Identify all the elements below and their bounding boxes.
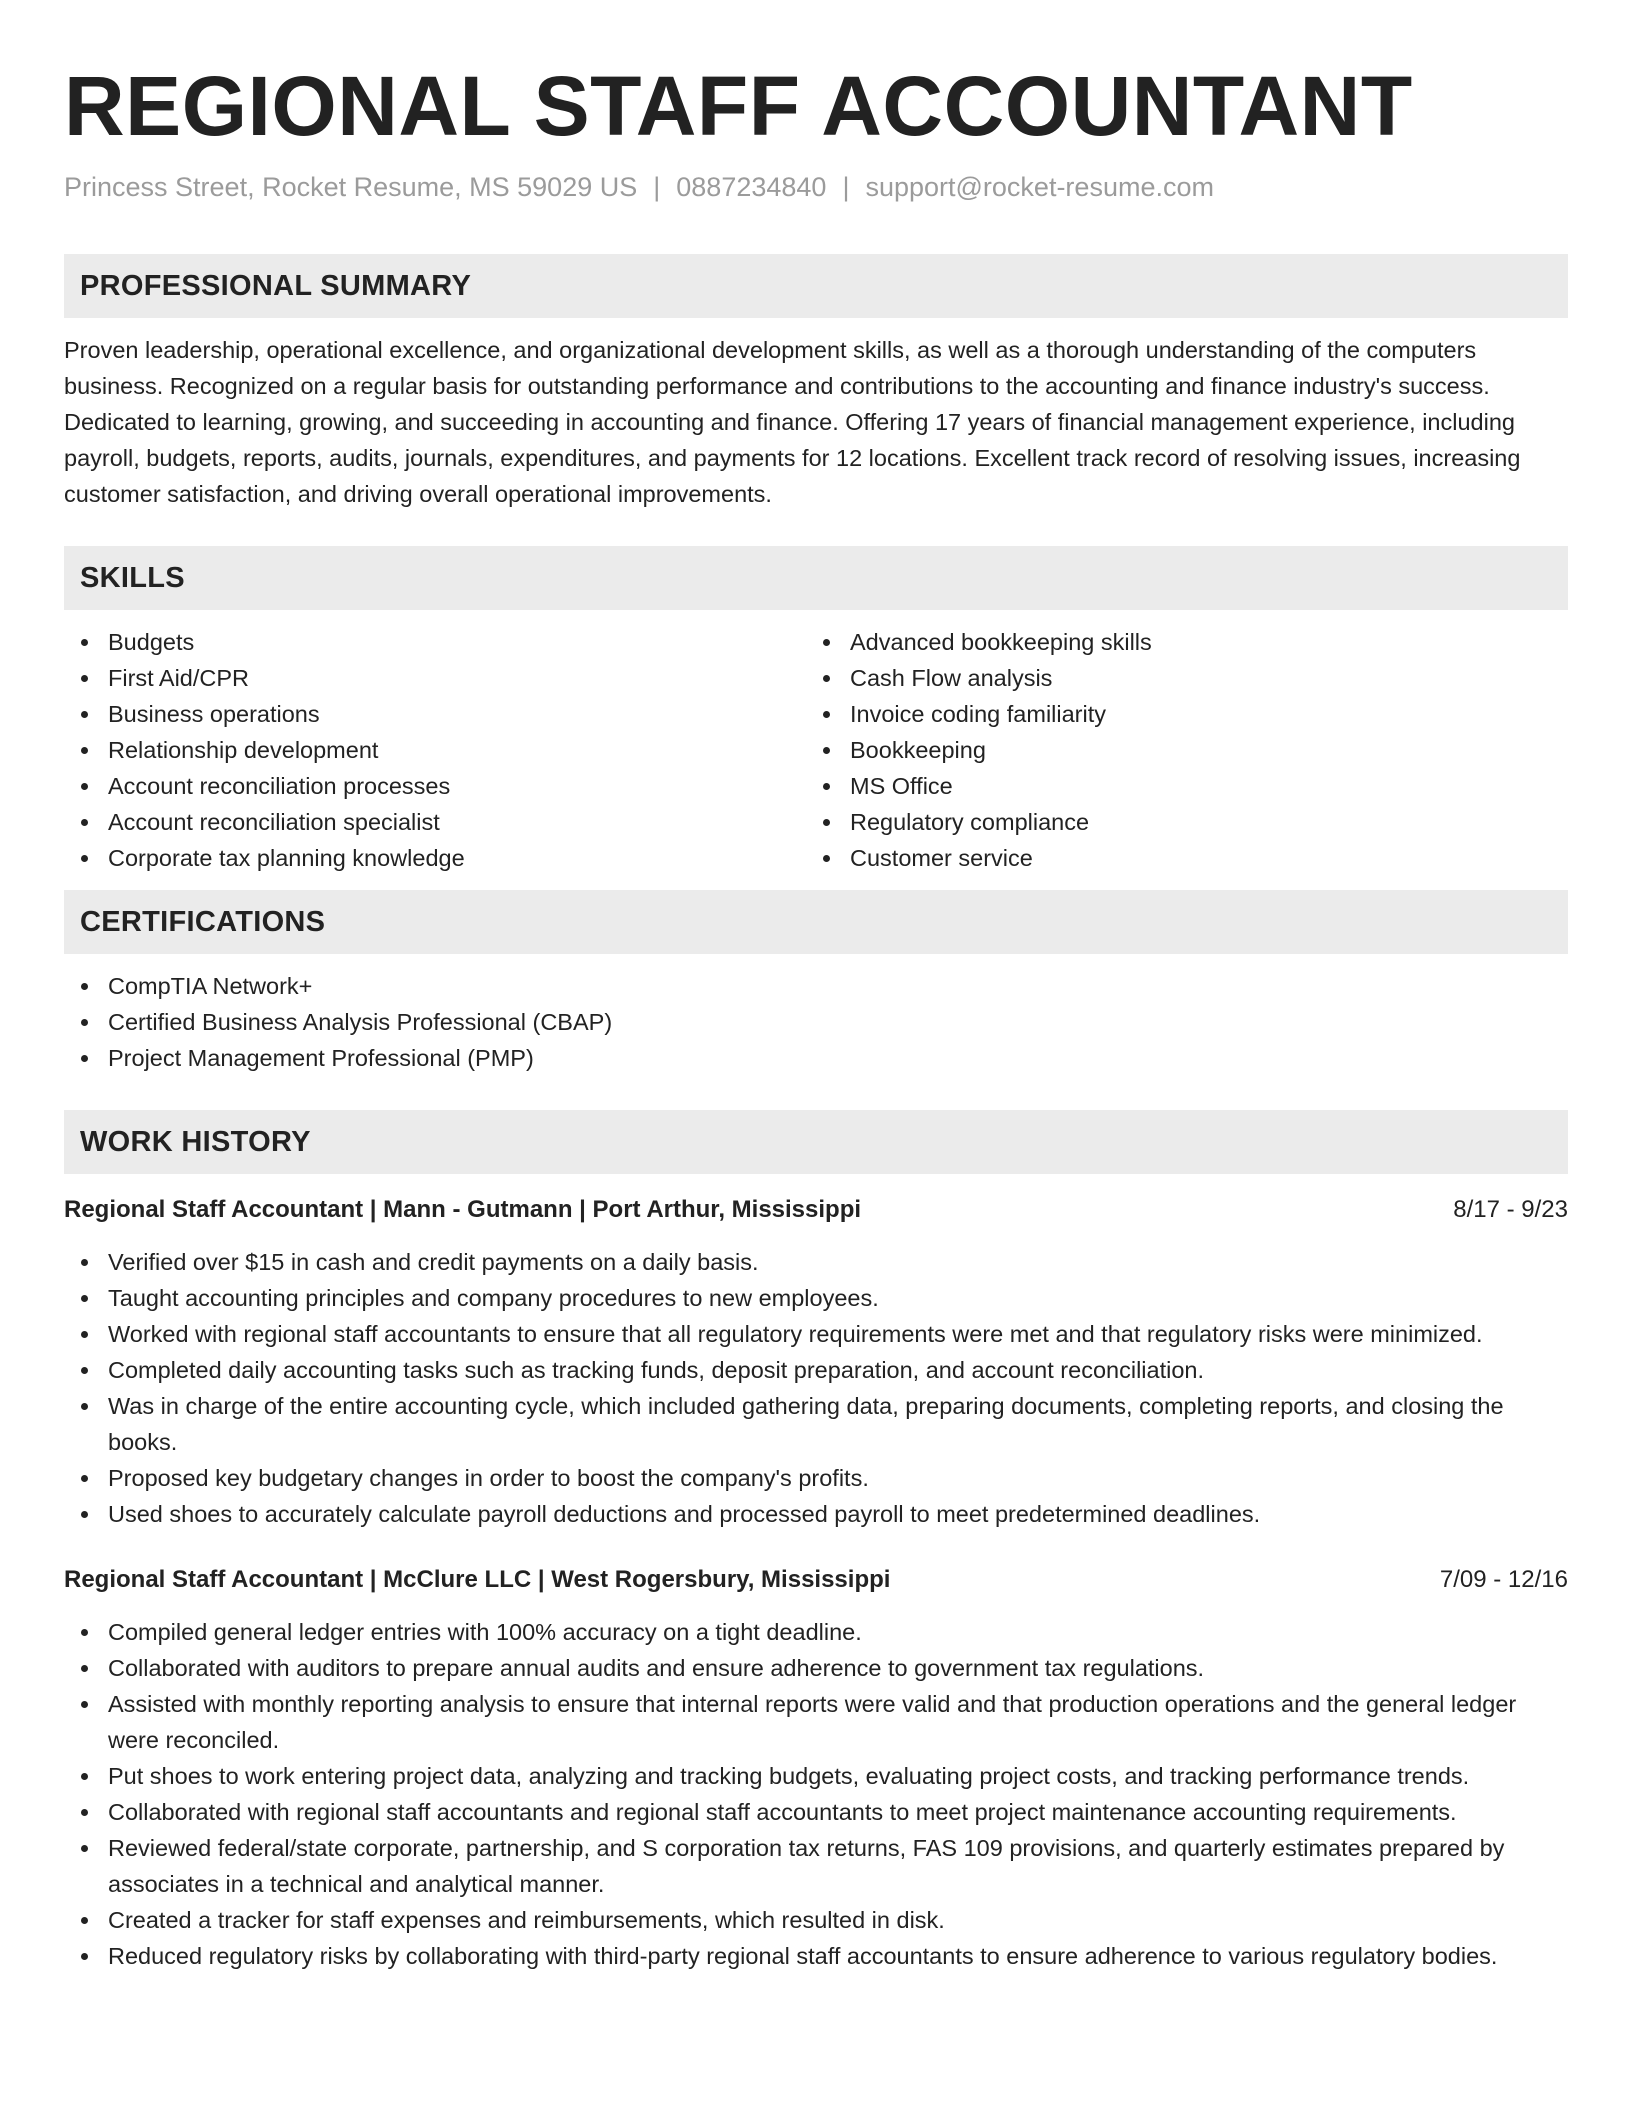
contact-phone: 0887234840 [676,172,827,202]
list-item: Was in charge of the entire accounting cycle, which included gathering data, preparing documents, completing reports, and closing the books. [64,1388,1568,1460]
certifications-heading: CERTIFICATIONS [64,890,1568,954]
contact-line [64,170,1568,204]
list-item: Relationship development [64,732,806,768]
contact-address: Princess Street, Rocket Resume, MS 59029 US [64,172,638,202]
list-item: Completed daily accounting tasks such as tracking funds, deposit preparation, and account reconciliation. [64,1352,1568,1388]
list-item: Created a tracker for staff expenses and reimbursements, which resulted in disk. [64,1902,1568,1938]
list-item: Collaborated with auditors to prepare annual audits and ensure adherence to government tax regulations. [64,1650,1568,1686]
job-title: Regional Staff Accountant | Mann - Gutmann | Port Arthur, Mississippi [64,1196,862,1223]
job-dates: 8/17 - 9/23 [1453,1196,1568,1223]
work-history-heading: WORK HISTORY [64,1110,1568,1174]
list-item: Verified over $15 in cash and credit payments on a daily basis. [64,1244,1568,1280]
job-dates: 7/09 - 12/16 [1439,1566,1568,1593]
job-header [64,1562,1568,1598]
list-item: Advanced bookkeeping skills [806,624,1548,660]
list-item: CompTIA Network+ [64,968,1568,1004]
job-entry [64,1192,1568,1532]
certifications-list [64,968,1568,1076]
summary-text: Proven leadership, operational excellence, and organizational development skills, as well as a thorough understanding of the computers business. Recognized on a regular basis for outstanding performance and contributions to the accounting and finance industry's success. Dedicated to learning, growing, and succeeding in accounting and finance. Offering 17 years of financial management experience, including payroll, budgets, reports, audits, journals, expenditures, and payments for 12 locations. Excellent track record of resolving issues, increasing customer satisfaction, and driving overall operational improvements. [64,337,1521,507]
list-item: Project Management Professional (PMP) [64,1040,1568,1076]
contact-separator: | [842,172,850,202]
list-item: Proposed key budgetary changes in order to boost the company's profits. [64,1460,1568,1496]
list-item: Cash Flow analysis [806,660,1548,696]
list-item: Account reconciliation specialist [64,804,806,840]
list-item: Assisted with monthly reporting analysis to ensure that internal reports were valid and that production operations and the general ledger were reconciled. [64,1686,1568,1758]
work-history-list [64,1192,1568,1974]
skills-heading: SKILLS [64,546,1568,610]
list-item: Bookkeeping [806,732,1548,768]
list-item: Worked with regional staff accountants to ensure that all regulatory requirements were met and that regulatory risks were minimized. [64,1316,1568,1352]
list-item: MS Office [806,768,1548,804]
list-item: Invoice coding familiarity [806,696,1548,732]
list-item: Collaborated with regional staff accountants and regional staff accountants to meet project maintenance accounting requirements. [64,1794,1568,1830]
job-entry [64,1562,1568,1974]
list-item: Put shoes to work entering project data, analyzing and tracking budgets, evaluating project costs, and tracking performance trends. [64,1758,1568,1794]
list-item: Compiled general ledger entries with 100% accuracy on a tight deadline. [64,1614,1568,1650]
list-item: Regulatory compliance [806,804,1548,840]
skills-list-right [806,624,1548,876]
summary-heading: PROFESSIONAL SUMMARY [64,254,1568,318]
job-bullets [64,1244,1568,1532]
list-item: Used shoes to accurately calculate payroll deductions and processed payroll to meet predetermined deadlines. [64,1496,1568,1532]
skills-grid [64,624,1568,876]
list-item: Business operations [64,696,806,732]
candidate-name: REGIONAL STAFF ACCOUNTANT [64,59,1413,153]
list-item: Reduced regulatory risks by collaborating with third-party regional staff accountants to ensure adherence to various regulatory bodies. [64,1938,1568,1974]
list-item: Corporate tax planning knowledge [64,840,806,876]
job-title: Regional Staff Accountant | McClure LLC | West Rogersbury, Mississippi [64,1566,891,1593]
contact-separator: | [653,172,661,202]
list-item: First Aid/CPR [64,660,806,696]
list-item: Certified Business Analysis Professional (CBAP) [64,1004,1568,1040]
job-bullets [64,1614,1568,1974]
list-item: Budgets [64,624,806,660]
skills-list-left [64,624,806,876]
list-item: Reviewed federal/state corporate, partnership, and S corporation tax returns, FAS 109 provisions, and quarterly estimates prepared by associates in a technical and analytical manner. [64,1830,1568,1902]
contact-email[interactable]: support@rocket-resume.com [865,172,1214,202]
list-item: Taught accounting principles and company procedures to new employees. [64,1280,1568,1316]
list-item: Customer service [806,840,1548,876]
resume-page [64,0,1568,1974]
job-header [64,1192,1568,1228]
list-item: Account reconciliation processes [64,768,806,804]
